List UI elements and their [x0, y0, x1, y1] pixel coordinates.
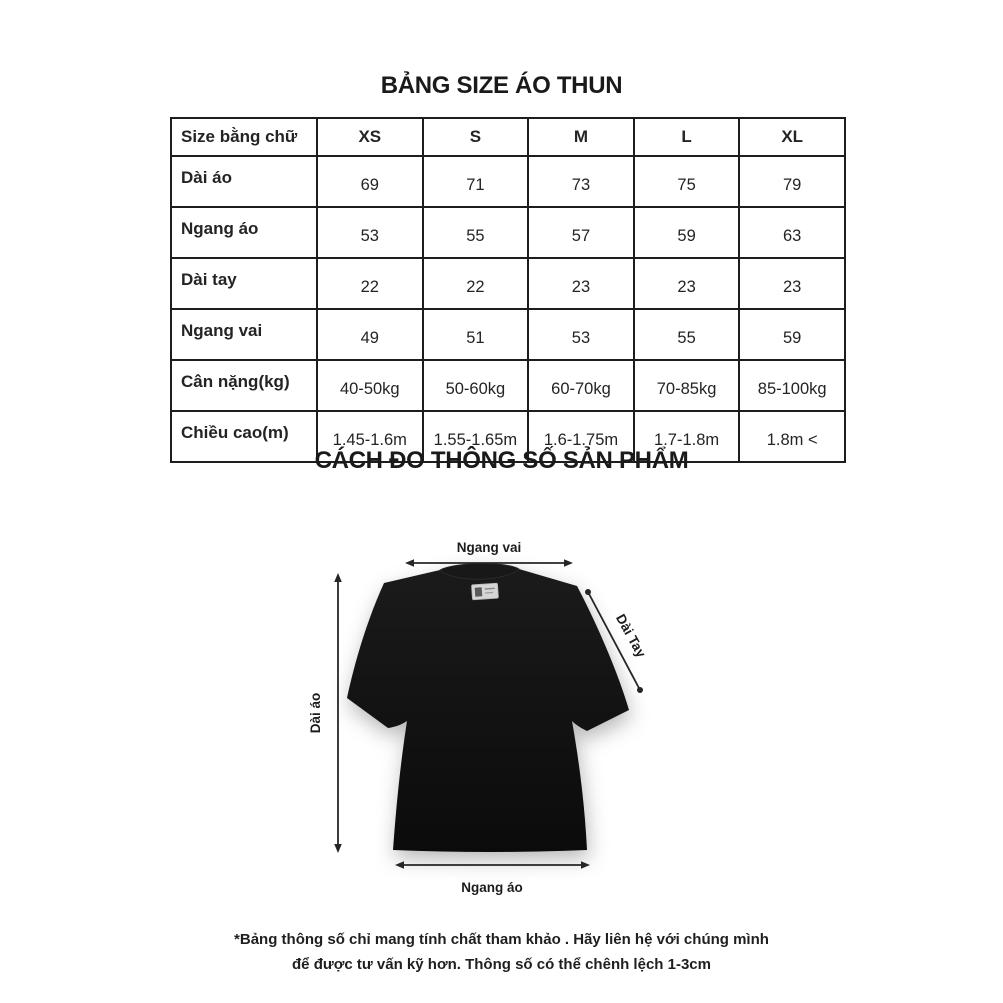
- row-label: Dài tay: [171, 258, 317, 309]
- column-header-xl: XL: [739, 118, 845, 156]
- footnote-line-1: *Bảng thông số chỉ mang tính chất tham khảo . Hãy liên hệ với chúng mình: [234, 931, 769, 948]
- cell-value: 22: [423, 258, 529, 309]
- cell-value: 1.8m <: [739, 411, 845, 462]
- page-title: BẢNG SIZE ÁO THUN: [380, 72, 623, 99]
- cell-value: 23: [739, 258, 845, 309]
- cell-value: 75: [634, 156, 740, 207]
- chest-width-label: Ngang áo: [461, 880, 523, 895]
- column-header-l: L: [634, 118, 740, 156]
- measurement-diagram: [280, 520, 730, 920]
- cell-value: 1.6-1.75m: [528, 411, 634, 462]
- sleeve-length-label: Dài Tay: [612, 611, 649, 661]
- table-row-chest-width: [171, 207, 845, 258]
- table-row-shirt-length: [171, 156, 845, 207]
- cell-value: 1.55-1.65m: [423, 411, 529, 462]
- row-label: Dài áo: [171, 156, 317, 207]
- chest-width-arrow: [395, 861, 590, 869]
- column-header-s: S: [423, 118, 529, 156]
- row-label: Ngang áo: [171, 207, 317, 258]
- cell-value: 59: [739, 309, 845, 360]
- cell-value: 53: [317, 207, 423, 258]
- cell-value: 69: [317, 156, 423, 207]
- cell-value: 60-70kg: [528, 360, 634, 411]
- cell-value: 23: [528, 258, 634, 309]
- cell-value: 1.7-1.8m: [634, 411, 740, 462]
- cell-value: 53: [528, 309, 634, 360]
- column-header-xs: XS: [317, 118, 423, 156]
- cell-value: 55: [634, 309, 740, 360]
- neck-label-tag: [471, 583, 498, 600]
- footnote: [0, 927, 1003, 977]
- table-row-weight: [171, 360, 845, 411]
- cell-value: 40-50kg: [317, 360, 423, 411]
- cell-value: 70-85kg: [634, 360, 740, 411]
- footnote-line-2: để được tư vấn kỹ hơn. Thông số có thể chênh lệch 1-3cm: [292, 956, 711, 973]
- row-label: Ngang vai: [171, 309, 317, 360]
- cell-value: 63: [739, 207, 845, 258]
- cell-value: 59: [634, 207, 740, 258]
- cell-value: 22: [317, 258, 423, 309]
- cell-value: 79: [739, 156, 845, 207]
- cell-value: 50-60kg: [423, 360, 529, 411]
- column-header-label: Size bằng chữ: [171, 118, 317, 156]
- cell-value: 23: [634, 258, 740, 309]
- size-table: [170, 117, 846, 463]
- table-row-shoulder-width: [171, 309, 845, 360]
- cell-value: 57: [528, 207, 634, 258]
- cell-value: 51: [423, 309, 529, 360]
- cell-value: 85-100kg: [739, 360, 845, 411]
- column-header-m: M: [528, 118, 634, 156]
- shoulder-width-label: Ngang vai: [456, 540, 522, 555]
- row-label: Chiều cao(m): [171, 411, 317, 462]
- tshirt-graphic: [347, 563, 629, 852]
- cell-value: 55: [423, 207, 529, 258]
- shirt-length-label: Dài áo: [308, 692, 323, 734]
- shirt-length-arrow: [334, 573, 342, 853]
- cell-value: 49: [317, 309, 423, 360]
- size-table-header-row: [171, 118, 845, 156]
- row-label: Cân nặng(kg): [171, 360, 317, 411]
- cell-value: 1.45-1.6m: [317, 411, 423, 462]
- tshirt-measure-svg: [280, 520, 730, 920]
- cell-value: 71: [423, 156, 529, 207]
- cell-value: 73: [528, 156, 634, 207]
- table-row-sleeve-length: [171, 258, 845, 309]
- section-title-measure-guide: CÁCH ĐO THÔNG SỐ SẢN PHẨM: [314, 447, 689, 474]
